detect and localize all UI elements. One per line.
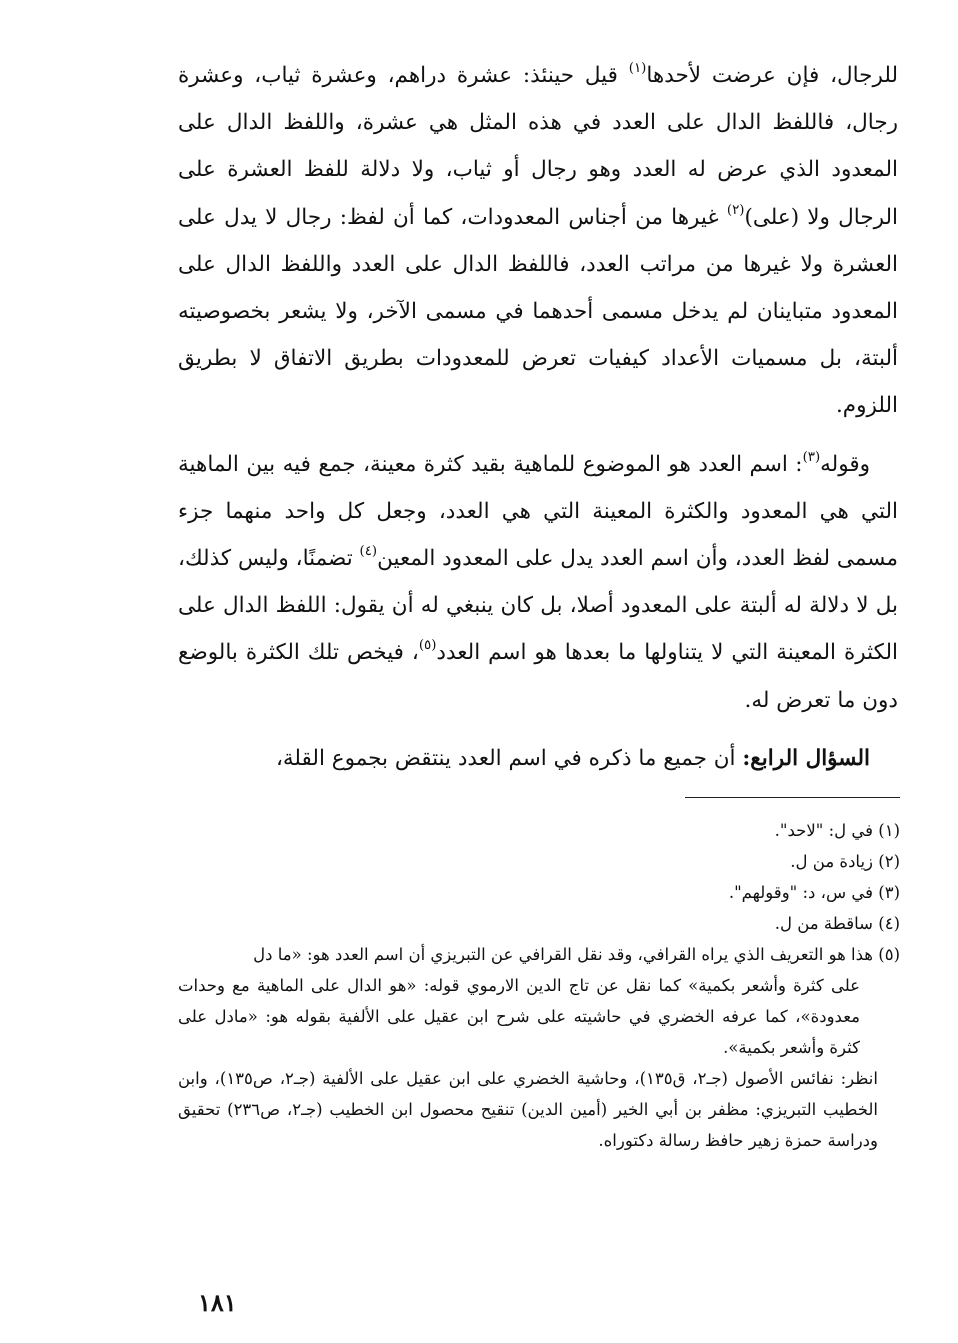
footnote-marker-2: (٢) [726, 202, 745, 218]
footnotes [178, 815, 900, 1156]
paragraph-1-part-2: قيل حينئذ: عشرة دراهم، وعشرة ثياب، وعشرة رجال، فاللفظ الدال على العدد في هذه المثل هي عشرة، واللفظ الدال على المعدود الذي عرض له العدد وهو رجال أو ثياب، ولا دلالة للفظ العشرة على الرجال ولا (على) [178, 63, 898, 230]
footnote-5-references: انظر: نفائس الأصول (جـ٢، ق١٣٥)، وحاشية الخضري على ابن عقيل على الألفية (جـ٢، ص١٣٥)، وابن الخطيب التبريزي: مظفر بن أبي الخير (أمين الدين) تنقيح محصول ابن الخطيب (جـ٢، ص٢٣٦) تحقيق ودراسة حمزة زهير حافظ رسالة دكتوراه. [178, 1069, 878, 1150]
footnote-1: (١) في ل: "لاحد". [774, 821, 900, 840]
paragraph-2-part-1: وقوله [820, 451, 870, 477]
main-text [178, 52, 898, 782]
paragraph-3 [178, 735, 898, 782]
paragraph-3-text: أن جميع ما ذكره في اسم العدد ينتقض بجموع القلة، [275, 745, 743, 771]
footnote-separator [685, 797, 900, 798]
paragraph-1-part-1: للرجال، فإن عرضت لأحدها [646, 63, 899, 88]
footnote-3: (٣) في س، د: "وقولهم". [728, 883, 900, 902]
footnote-marker-4: (٤) [359, 544, 378, 560]
paragraph-2-part-4: ، فيخص تلك الكثرة بالوضع دون ما تعرض له. [178, 640, 898, 713]
footnote-2: (٢) زيادة من ل. [790, 852, 900, 871]
paragraph-2-part-2: : اسم العدد هو الموضوع للماهية بقيد كثرة معينة، جمع فيه بين الماهية التي هي المعدود والكثرة المعينة التي هي العدد، وجعل كل واحد منهما جزء مسمى لفظ العدد، وأن اسم العدد يدل على المعدود المعين [178, 451, 898, 572]
footnote-marker-1: (١) [628, 61, 647, 77]
footnote-5-first-line: (٥) هذا هو التعريف الذي يراه القرافي، وقد نقل القرافي عن التبريزي أن اسم العدد هو: «ما دل [253, 945, 900, 964]
footnote-4: (٤) ساقطة من ل. [774, 914, 900, 933]
paragraph-2-part-3: تضمنًا، وليس كذلك، بل لا دلالة له ألبتة على المعدود أصلا، بل كان ينبغي له أن يقول: اللفظ الدال على الكثرة المعينة التي لا يتناولها ما بعدها هو اسم العدد [178, 546, 898, 666]
paragraph-2 [178, 441, 898, 724]
section-label: السؤال الرابع: [742, 745, 870, 771]
paragraph-1-part-3: غيرها من أجناس المعدودات، كما أن لفظ: رجال لا يدل على العشرة ولا غيرها من مراتب العدد، فاللفظ الدال على العدد واللفظ الدال على المعدود متباينان لم يدخل مسمى أحدهما في مسمى الآخر، ولا يشعر بخصوصيته ألبتة، بل مسميات الأعداد كيفيات تعرض للمعدودات بطريق الاتفاق لا بطريق اللزوم. [178, 204, 898, 419]
paragraph-1 [178, 52, 898, 430]
footnote-marker-3: (٣) [802, 449, 821, 465]
page-number: ١٨١ [198, 1288, 237, 1317]
footnote-5-continuation: على كثرة وأشعر بكمية» كما نقل عن تاج الدين الارموي قوله: «هو الدال على الماهية مع وحدات معدودة»، كما عرفه الخضري في حاشيته على شرح ابن عقيل على الألفية بقوله هو: «مادل على كثرة وأشعر بكمية». [178, 976, 860, 1057]
footnote-marker-5: (٥) [418, 638, 437, 654]
